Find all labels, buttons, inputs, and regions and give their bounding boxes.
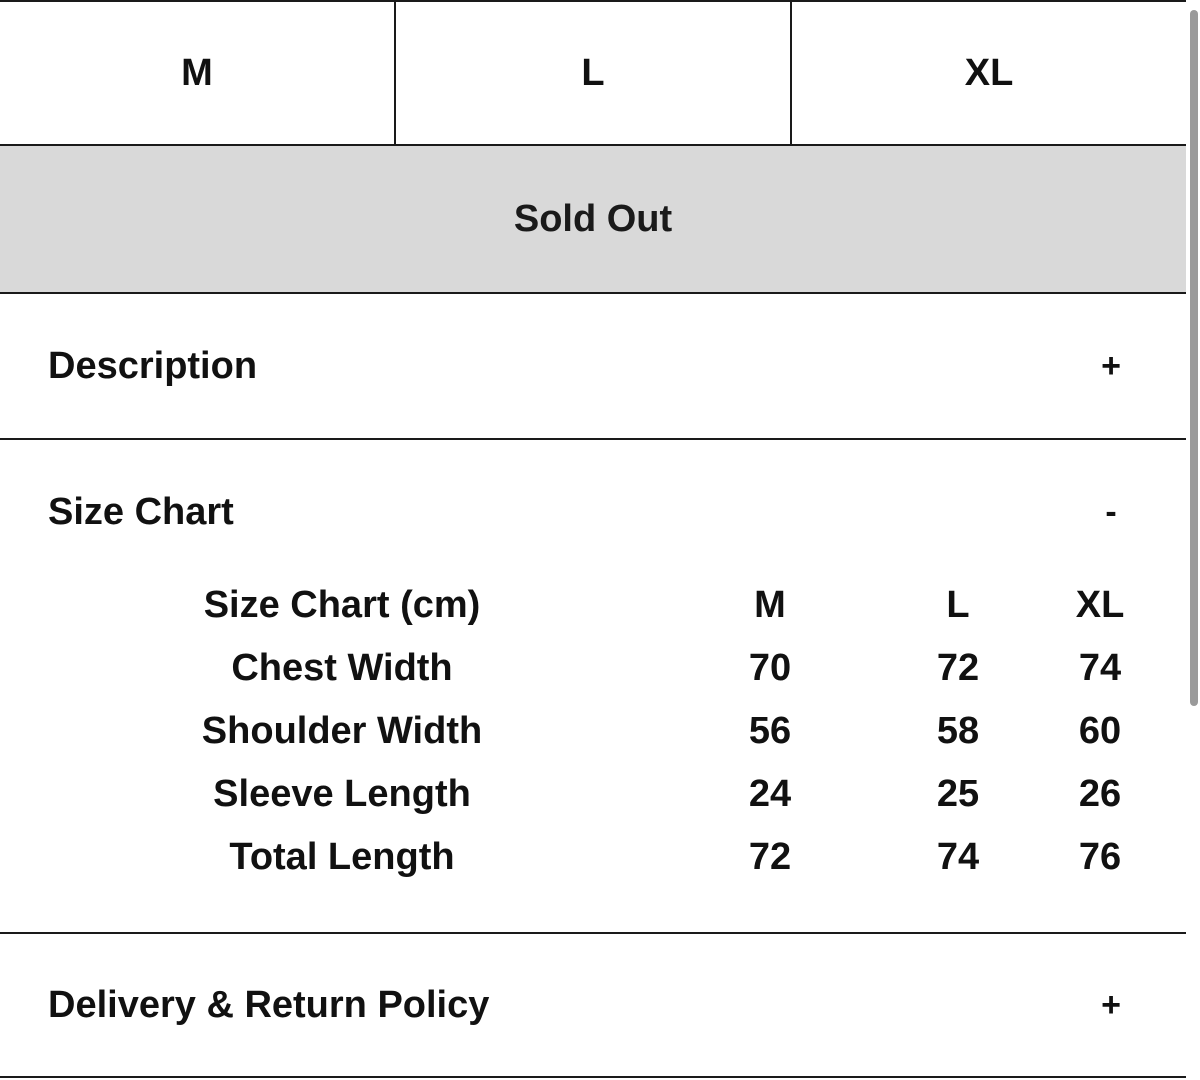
- size-chart-header-label: Size Chart (cm): [203, 584, 481, 626]
- cell-xl: 26: [1078, 773, 1122, 815]
- accordion-delivery-title: Delivery & Return Policy: [48, 983, 490, 1026]
- cell-xl: 76: [1078, 836, 1122, 878]
- size-selector: [0, 0, 1186, 146]
- size-option-xl[interactable]: XL: [964, 51, 1014, 94]
- row-label: Chest Width: [231, 647, 453, 689]
- expand-icon[interactable]: +: [1101, 346, 1121, 385]
- table-row: [0, 763, 1186, 826]
- accordion-description[interactable]: [0, 294, 1186, 440]
- cell-m: 70: [748, 647, 792, 689]
- row-label: Total Length: [229, 836, 455, 878]
- cell-l: 25: [936, 773, 980, 815]
- table-row: [0, 826, 1186, 889]
- accordion-size-chart: [0, 440, 1186, 934]
- cell-m: 24: [748, 773, 792, 815]
- size-chart-header-row: [0, 574, 1186, 637]
- cell-l: 74: [936, 836, 980, 878]
- accordion-size-chart-header[interactable]: [0, 440, 1186, 584]
- cell-m: 56: [748, 710, 792, 752]
- sold-out-button[interactable]: Sold Out: [0, 146, 1186, 294]
- table-row: [0, 700, 1186, 763]
- cell-m: 72: [748, 836, 792, 878]
- scrollbar-thumb[interactable]: [1190, 10, 1198, 706]
- size-chart-table: [0, 574, 1186, 889]
- row-label: Shoulder Width: [201, 710, 483, 752]
- cell-xl: 60: [1078, 710, 1122, 752]
- expand-icon[interactable]: +: [1101, 985, 1121, 1024]
- accordion-description-title: Description: [48, 344, 258, 387]
- cell-l: 72: [936, 647, 980, 689]
- accordion-size-chart-title: Size Chart: [48, 490, 234, 533]
- table-row: [0, 637, 1186, 700]
- size-chart-header-l: L: [946, 584, 970, 626]
- cell-l: 58: [936, 710, 980, 752]
- size-option-l[interactable]: L: [396, 2, 792, 144]
- row-label: Sleeve Length: [213, 773, 471, 815]
- accordion-delivery-return[interactable]: [0, 934, 1186, 1078]
- size-chart-header-xl: XL: [1075, 584, 1125, 626]
- size-option-m[interactable]: M: [0, 2, 396, 144]
- cell-xl: 74: [1078, 647, 1122, 689]
- collapse-icon[interactable]: -: [1105, 492, 1117, 531]
- size-chart-header-m: M: [754, 584, 786, 626]
